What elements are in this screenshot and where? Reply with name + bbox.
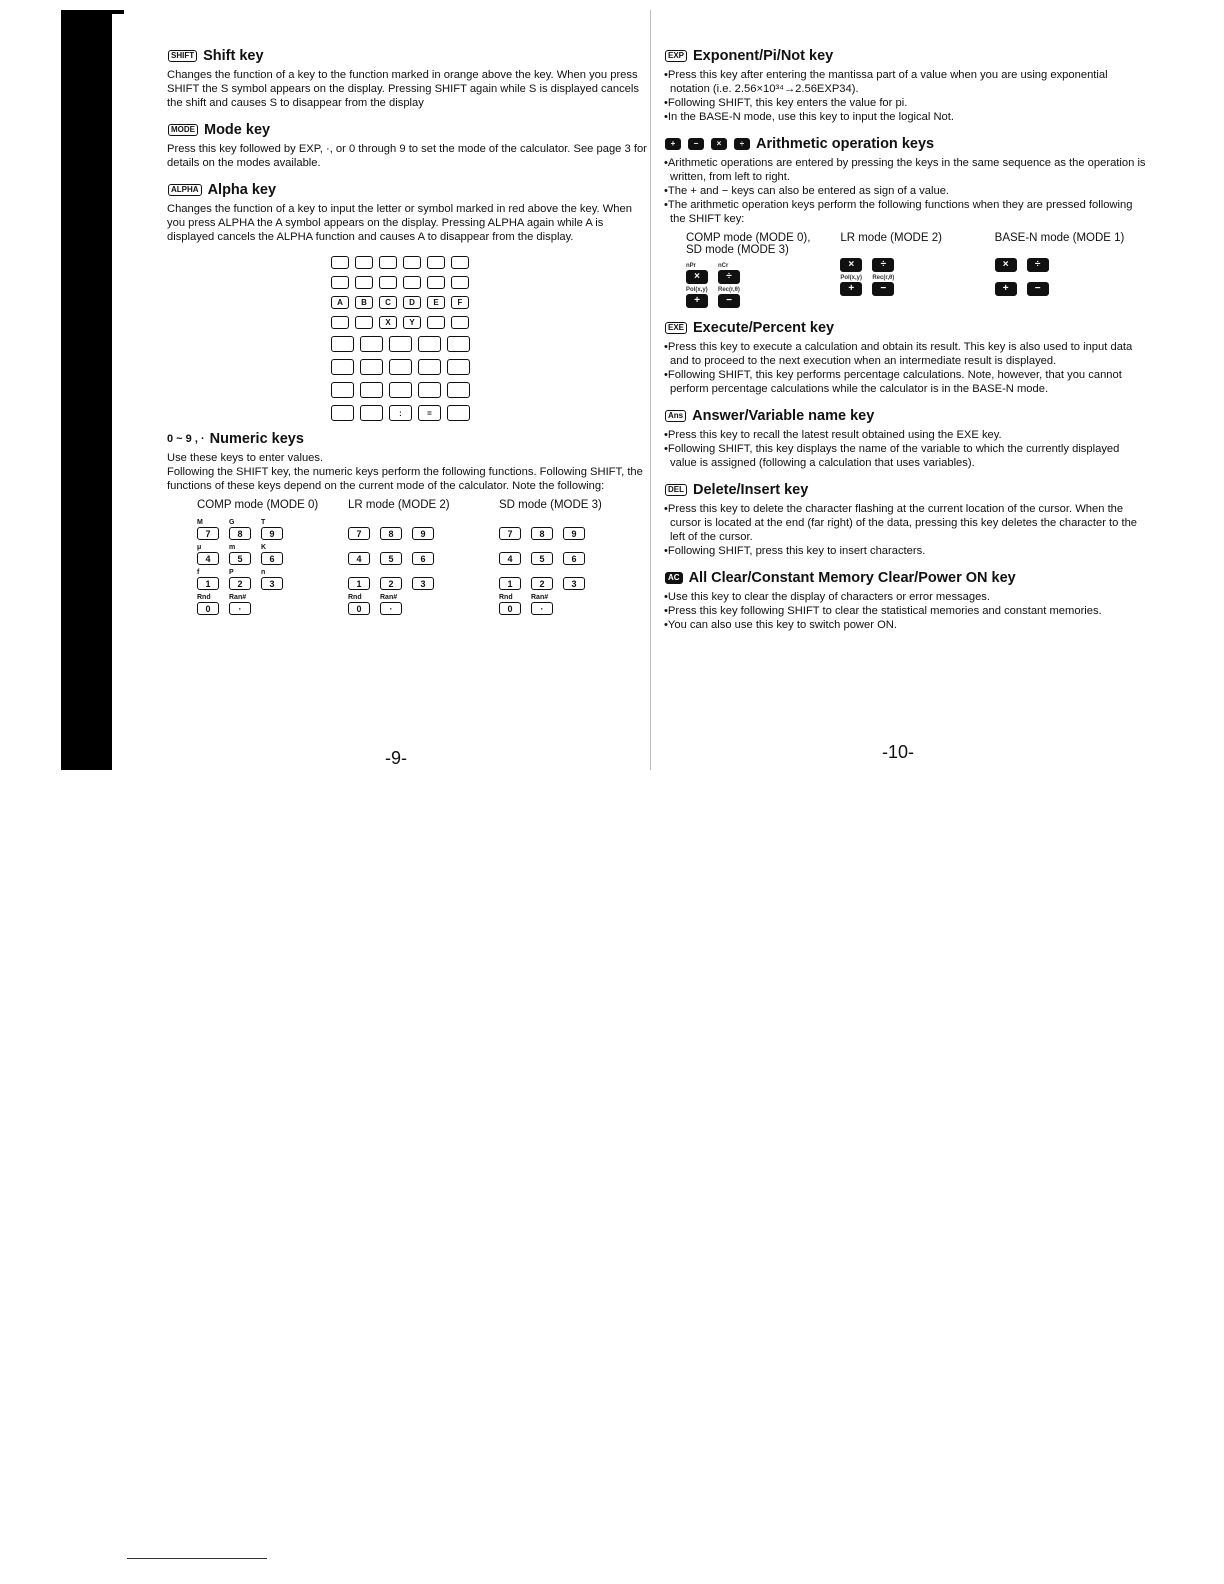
arith-key-cell (686, 286, 718, 308)
numeric-key: · (531, 602, 553, 615)
keyboard-row (331, 256, 650, 269)
shift-section (167, 48, 650, 110)
numeric-key-shift-label: Ran# (531, 594, 549, 601)
numeric-key: 3 (563, 577, 585, 590)
numeric-key-shift-label: m (229, 544, 236, 551)
answer-b1: •Press this key to recall the latest result obtained using the EXE key. (664, 429, 1002, 441)
keyboard-row (331, 296, 650, 309)
exponent-title: Exponent/Pi/Not key (693, 48, 834, 64)
numeric-key-shift-label (348, 519, 380, 527)
numeric-key-cell (531, 569, 563, 590)
allclear-section (664, 570, 1149, 632)
numeric-key: 9 (261, 527, 283, 540)
numeric-key-cell (348, 594, 380, 615)
alpha-body: Changes the function of a key to input the letter or symbol marked in red above the key. When you press ALPHA the A symbol appears on the display. Pressing ALPHA again while A is displayed cancels the ALPHA function and causes A to disappear from the display. (167, 203, 632, 243)
keyboard-key: = (418, 405, 441, 421)
arith-title: Arithmetic operation keys (756, 136, 935, 152)
numeric-key-cell (229, 594, 261, 615)
numeric-key: 6 (261, 552, 283, 565)
keyboard-key (355, 276, 373, 289)
mode-body: Press this key followed by EXP, ·, or 0 through 9 to set the mode of the calculator. See page 3 for details on the modes available. (167, 143, 647, 169)
numeric-key: 2 (380, 577, 402, 590)
arith-key: + (840, 282, 862, 296)
del-key-icon: DEL (665, 484, 687, 496)
keyboard-key (355, 256, 373, 269)
arith-b3: •The arithmetic operation keys perform the following functions when they are pressed following the SHIFT key: (664, 199, 1133, 225)
numeric-key-cell (261, 569, 293, 590)
arith-mode-label: COMP mode (MODE 0), (686, 232, 811, 244)
execute-title: Execute/Percent key (693, 320, 835, 336)
keyboard-key (403, 256, 421, 269)
numeric-key-shift-label (531, 569, 563, 577)
numeric-key-cell (261, 519, 293, 540)
keyboard-key (447, 405, 470, 421)
keyboard-key (331, 336, 354, 352)
allclear-b1: •Use this key to clear the display of characters or error messages. (664, 591, 990, 603)
numeric-key-shift-label (563, 519, 595, 527)
keyboard-key: D (403, 296, 421, 309)
execute-b2: •Following SHIFT, this key performs percentage calculations. Note, however, that you cannot perform percentage calculations while the calculator is in the BASE-N mode. (664, 369, 1122, 395)
numeric-key: 3 (412, 577, 434, 590)
numeric-key-cell (531, 594, 563, 615)
keyboard-row (331, 316, 650, 329)
numeric-key-cell (499, 594, 531, 615)
numeric-key-cell (563, 519, 595, 540)
alpha-section (167, 182, 650, 244)
numeric-key-cell (348, 544, 380, 565)
numeric-key-shift-label (499, 519, 531, 527)
numeric-title: Numeric keys (209, 431, 304, 447)
numeric-key-shift-label (380, 569, 412, 577)
binding-spine (61, 10, 112, 770)
keyboard-key (447, 382, 470, 398)
numeric-key: 5 (229, 552, 251, 565)
answer-b2: •Following SHIFT, this key displays the name of the variable to which the currently displayed value is assigned (following a calculation that uses variables). (664, 443, 1120, 469)
arith-key-cell (840, 274, 872, 296)
footer-rule (127, 1558, 267, 1559)
ac-key-icon: AC (665, 572, 683, 584)
alpha-key-icon: ALPHA (168, 184, 202, 196)
numeric-key-shift-label (499, 544, 531, 552)
numeric-key-shift-label (348, 544, 380, 552)
keyboard-key (418, 382, 441, 398)
numeric-mode-column (197, 499, 348, 615)
numeric-key-cell (348, 519, 380, 540)
page-number-left: -9- (385, 748, 407, 768)
numeric-key-shift-label (348, 569, 380, 577)
exponent-b2: •Following SHIFT, this key enters the value for pi. (664, 97, 908, 109)
numeric-mode-label: COMP mode (MODE 0) (197, 499, 319, 511)
numeric-key: 6 (412, 552, 434, 565)
numeric-key-cell (197, 594, 229, 615)
page-number-right: -10- (882, 742, 915, 762)
arith-key-shift-label: Pol(x,y) (686, 287, 708, 293)
numeric-body1: Use these keys to enter values. (167, 452, 324, 464)
allclear-heading (664, 570, 1149, 586)
keyboard-key (360, 359, 383, 375)
delete-heading (664, 482, 1149, 498)
arith-mode-label: LR mode (MODE 2) (840, 232, 942, 244)
arith-key: × (686, 270, 708, 284)
arith-key-cell (995, 250, 1027, 272)
numeric-key: 1 (348, 577, 370, 590)
alpha-title: Alpha key (207, 182, 277, 198)
arith-mode-column (686, 232, 840, 308)
numeric-key-cell (229, 519, 261, 540)
answer-title: Answer/Variable name key (692, 408, 875, 424)
keyboard-key (331, 382, 354, 398)
arith-key-shift-label (995, 250, 1027, 258)
numeric-key-cell (412, 519, 444, 540)
keyboard-key: B (355, 296, 373, 309)
answer-heading (664, 408, 1149, 424)
numeric-key: 8 (380, 527, 402, 540)
exponent-section (664, 48, 1149, 124)
arith-key-shift-label (1027, 250, 1059, 258)
numeric-key-shift-label (531, 519, 563, 527)
arith-key-shift-label (1027, 274, 1059, 282)
delete-title: Delete/Insert key (693, 482, 809, 498)
numeric-key-cell (499, 569, 531, 590)
arith-key: ÷ (872, 258, 894, 272)
arith-key-shift-label: nPr (686, 263, 697, 269)
allclear-b3: •You can also use this key to switch power ON. (664, 619, 897, 631)
exponent-b1: •Press this key after entering the mantissa part of a value when you are using exponential notation (i.e. 2.56×10³⁴→2.56EXP34). (664, 69, 1108, 95)
keyboard-key (451, 276, 469, 289)
numeric-key-cell (197, 519, 229, 540)
arith-b1: •Arithmetic operations are entered by pressing the keys in the same sequence as the operation is written, from left to right. (664, 157, 1146, 183)
keyboard-key: E (427, 296, 445, 309)
shift-title: Shift key (203, 48, 264, 64)
exp-key-icon: EXP (665, 50, 687, 62)
numeric-key-shift-label: n (261, 569, 266, 576)
keyboard-key (389, 359, 412, 375)
mode-heading (167, 122, 650, 138)
numeric-key-shift-label (412, 519, 444, 527)
keyboard-key (418, 359, 441, 375)
mode-title: Mode key (204, 122, 271, 138)
keyboard-key (331, 276, 349, 289)
numeric-key: · (229, 602, 251, 615)
keyboard-key (379, 256, 397, 269)
numeric-key-shift-label (412, 569, 444, 577)
numeric-section (167, 431, 650, 615)
numeric-key: 4 (197, 552, 219, 565)
numeric-key: 2 (531, 577, 553, 590)
shift-heading (167, 48, 650, 64)
numeric-key-shift-label: K (261, 544, 267, 551)
numeric-key: 8 (229, 527, 251, 540)
numeric-key-shift-label (380, 519, 412, 527)
arith-key-cell (1027, 274, 1059, 296)
arith-key-cell (686, 262, 718, 284)
arith-key: − (872, 282, 894, 296)
numeric-key: 9 (563, 527, 585, 540)
right-page (664, 48, 1149, 644)
keyboard-row (331, 336, 650, 352)
arith-key: + (995, 282, 1017, 296)
arith-mode-column (840, 232, 994, 308)
numeric-key-shift-label (412, 544, 444, 552)
keyboard-key (418, 336, 441, 352)
mode-key-icon: MODE (168, 124, 198, 136)
arith-key: × (995, 258, 1017, 272)
numeric-key-shift-label: Rnd (499, 594, 513, 601)
allclear-title: All Clear/Constant Memory Clear/Power ON key (688, 570, 1016, 586)
keyboard-row (331, 405, 650, 421)
numeric-key-cell (229, 569, 261, 590)
numeric-key: 0 (348, 602, 370, 615)
arith-key: ÷ (1027, 258, 1049, 272)
keyboard-key (427, 276, 445, 289)
numeric-key-shift-label (563, 569, 595, 577)
numeric-key: 4 (499, 552, 521, 565)
arith-key-cell (718, 262, 750, 284)
numeric-key-shift-label: Ran# (229, 594, 247, 601)
delete-b2: •Following SHIFT, press this key to insert characters. (664, 545, 926, 557)
numeric-key: 8 (531, 527, 553, 540)
arith-key-shift-label (872, 250, 904, 258)
keyboard-key (447, 336, 470, 352)
numeric-key: 2 (229, 577, 251, 590)
page-fold (650, 10, 651, 770)
alpha-heading (167, 182, 650, 198)
keyboard-row (331, 276, 650, 289)
delete-section (664, 482, 1149, 558)
arith-key: × (840, 258, 862, 272)
keyboard-diagram (331, 256, 650, 421)
keyboard-key: F (451, 296, 469, 309)
arith-key-cell (1027, 250, 1059, 272)
numeric-key-shift-label: M (197, 519, 203, 526)
exponent-heading (664, 48, 1149, 64)
numeric-key: 0 (197, 602, 219, 615)
numeric-key-cell (348, 569, 380, 590)
execute-b1: •Press this key to execute a calculation and obtain its result. This key is also used to input data and to proceed to the next execution when an intermediate result is displayed. (664, 341, 1133, 367)
arith-key: − (718, 294, 740, 308)
numeric-key-cell (380, 544, 412, 565)
keyboard-key (355, 316, 373, 329)
numeric-key-cell (412, 544, 444, 565)
times-key-icon: × (711, 138, 727, 150)
keyboard-key (331, 256, 349, 269)
numeric-key-cell (412, 569, 444, 590)
keyboard-key (451, 256, 469, 269)
exponent-b3: •In the BASE-N mode, use this key to input the logical Not. (664, 111, 954, 123)
numeric-key-cell (531, 519, 563, 540)
keyboard-key (447, 359, 470, 375)
numeric-key-cell (563, 569, 595, 590)
numeric-key: 7 (499, 527, 521, 540)
arith-key-shift-label: Pol(x,y) (840, 275, 862, 281)
spine-tick (112, 10, 124, 14)
numeric-key-cell (380, 569, 412, 590)
numeric-key-cell (563, 544, 595, 565)
keyboard-key (451, 316, 469, 329)
numeric-key-cell (197, 544, 229, 565)
keyboard-key (427, 256, 445, 269)
numeric-key-shift-label (499, 569, 531, 577)
arith-section (664, 136, 1149, 308)
numeric-mode-table (197, 499, 650, 615)
numeric-key-cell (197, 569, 229, 590)
numeric-key-cell (380, 519, 412, 540)
numeric-mode-column (499, 499, 650, 615)
keyboard-key: X (379, 316, 397, 329)
numeric-key: 7 (197, 527, 219, 540)
keyboard-key (360, 336, 383, 352)
ans-key-icon: Ans (665, 410, 686, 422)
keyboard-key (379, 276, 397, 289)
arith-b2: •The + and − keys can also be entered as sign of a value. (664, 185, 950, 197)
keyboard-key (331, 359, 354, 375)
answer-section (664, 408, 1149, 470)
numeric-key-shift-label: T (261, 519, 266, 526)
keyboard-key: Y (403, 316, 421, 329)
numeric-mode-label: SD mode (MODE 3) (499, 499, 602, 511)
arith-heading (664, 136, 1149, 152)
numeric-key-shift-label: f (197, 569, 200, 576)
numeric-key-shift-label (563, 544, 595, 552)
numeric-key-shift-label: μ (197, 544, 202, 551)
numeric-key-shift-label: P (229, 569, 234, 576)
arith-key-cell (872, 274, 904, 296)
arith-key: − (1027, 282, 1049, 296)
numeric-key-cell (229, 544, 261, 565)
numeric-key: 7 (348, 527, 370, 540)
numeric-key: 5 (380, 552, 402, 565)
allclear-b2: •Press this key following SHIFT to clear the statistical memories and constant memories. (664, 605, 1102, 617)
minus-key-icon: − (688, 138, 704, 150)
numeric-heading (167, 431, 650, 447)
arith-key-cell (995, 274, 1027, 296)
mode-section (167, 122, 650, 170)
shift-key-icon: SHIFT (168, 50, 197, 62)
arith-key-cell (872, 250, 904, 272)
keyboard-key (331, 316, 349, 329)
numeric-key: 9 (412, 527, 434, 540)
numeric-key: 3 (261, 577, 283, 590)
execute-section (664, 320, 1149, 396)
numeric-key: · (380, 602, 402, 615)
keyboard-key (389, 336, 412, 352)
numeric-key: 5 (531, 552, 553, 565)
arith-mode-table (686, 232, 1149, 308)
numeric-key-cell (531, 544, 563, 565)
numeric-key-cell (380, 594, 412, 615)
numeric-key-shift-label (531, 544, 563, 552)
keyboard-key (360, 405, 383, 421)
arith-mode-label: BASE-N mode (MODE 1) (994, 232, 1125, 244)
arith-key-shift-label: Rec(r,θ) (718, 287, 740, 293)
arith-key-shift-label (840, 250, 872, 258)
keyboard-key (403, 276, 421, 289)
delete-b1: •Press this key to delete the character flashing at the current location of the cursor. When the cursor is located at the end (far right) of the data, pressing this key deletes the character to the left of the cursor. (664, 503, 1138, 543)
keyboard-key (427, 316, 445, 329)
numeric-key-shift-label: Ran# (380, 594, 398, 601)
arith-key-cell (840, 250, 872, 272)
plus-key-icon: + (665, 138, 681, 150)
numeric-key-shift-label: Rnd (197, 594, 211, 601)
numeric-key: 6 (563, 552, 585, 565)
exe-key-icon: EXE (665, 322, 687, 334)
numeric-mode-label: LR mode (MODE 2) (348, 499, 450, 511)
numeric-body2: Following the SHIFT key, the numeric keys perform the following functions. Following SHIFT, the functions of these keys depend on the current mode of the calculator. Note the following: (167, 466, 643, 492)
arith-key-shift-label (995, 274, 1027, 282)
numeric-key: 4 (348, 552, 370, 565)
numeric-key-cell (261, 544, 293, 565)
shift-body: Changes the function of a key to the function marked in orange above the key. When you press SHIFT the S symbol appears on the display. Pressing SHIFT again while S is displayed cancels the shift and causes S to disappear from the display (167, 69, 639, 109)
numeric-key-shift-label (380, 544, 412, 552)
keyboard-key (389, 382, 412, 398)
numeric-key: 1 (197, 577, 219, 590)
arith-mode-label-2: SD mode (MODE 3) (686, 244, 789, 256)
left-page (167, 48, 650, 627)
numeric-key-shift-label: G (229, 519, 235, 526)
divide-key-icon: ÷ (734, 138, 750, 150)
arith-key-shift-label: Rec(r,θ) (872, 275, 895, 281)
arith-mode-column (995, 232, 1149, 308)
keyboard-key (360, 382, 383, 398)
keyboard-row (331, 359, 650, 375)
numeric-key: 0 (499, 602, 521, 615)
keyboard-key: A (331, 296, 349, 309)
keyboard-key (331, 405, 354, 421)
keyboard-row (331, 382, 650, 398)
keyboard-key: C (379, 296, 397, 309)
arith-key-shift-label: nCr (718, 263, 729, 269)
numeric-key-shift-label: Rnd (348, 594, 362, 601)
arith-key: ÷ (718, 270, 740, 284)
execute-heading (664, 320, 1149, 336)
numeric-key: 1 (499, 577, 521, 590)
numeric-key-icons: 0 ~ 9 , · (167, 433, 205, 445)
keyboard-key: : (389, 405, 412, 421)
arith-key: + (686, 294, 708, 308)
arith-key-cell (718, 286, 750, 308)
numeric-key-cell (499, 544, 531, 565)
numeric-key-cell (499, 519, 531, 540)
numeric-mode-column (348, 499, 499, 615)
